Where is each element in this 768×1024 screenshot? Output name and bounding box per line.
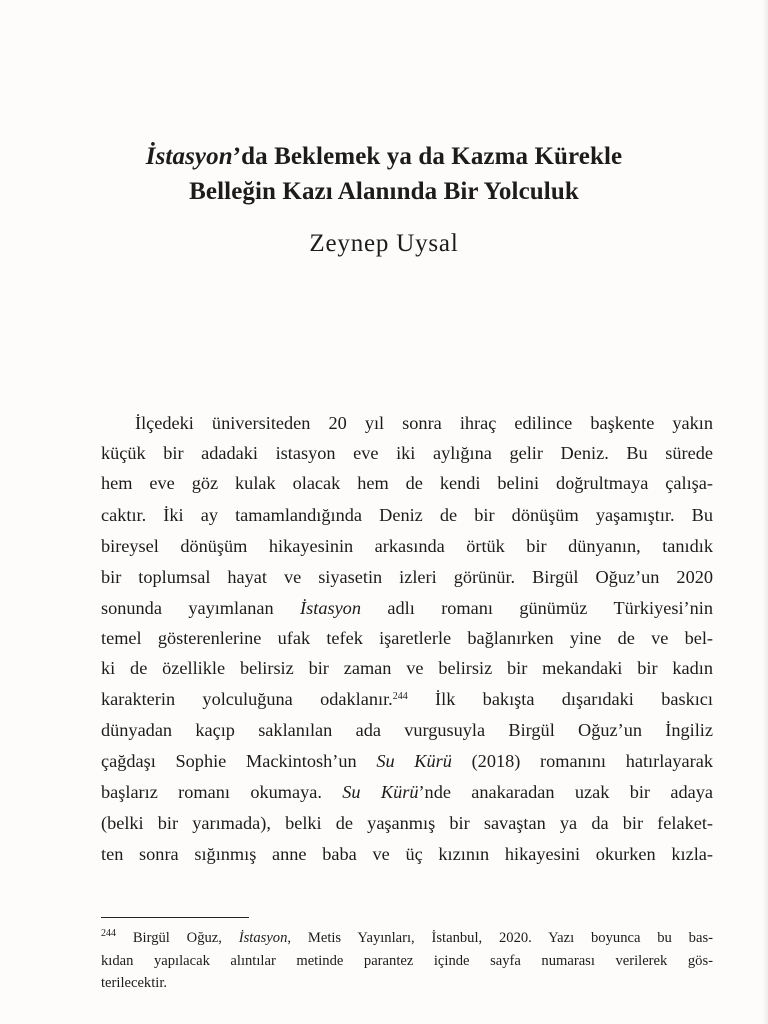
italic-work-title: İstasyon (238, 930, 288, 946)
footnote-reference: 244 (392, 691, 408, 702)
footnote-line-1-a: Birgül Oğuz, (116, 930, 239, 946)
italic-work-title: Su Kürü (376, 751, 452, 771)
body-line-10-a: karakterin yolculuğuna odaklanır. (101, 689, 393, 709)
author-name: Zeynep Uysal (309, 230, 459, 257)
italic-work-title: İstasyon (300, 598, 361, 618)
footnote-line-1-c: , Metis Yayınları, İstanbul, 2020. Yazı boyunca bu bas- (287, 930, 713, 946)
body-line-13-c: ’nde anakaradan uzak bir adaya (418, 782, 713, 802)
body-line-15: ten sonra sığınmış anne baba ve üç kızının hikayesini okurken kızla- (101, 844, 713, 864)
body-line-12 (101, 746, 713, 776)
footnote-number: 244 (101, 928, 116, 939)
body-line-10-b: İlk bakışta dışarıdaki baskıcı (407, 689, 713, 709)
body-line-11: dünyadan kaçıp saklanılan ada vurgusuyla Birgül Oğuz’un İngiliz (101, 720, 713, 740)
body-line-12-a: çağdaşı Sophie Mackintosh’un (101, 751, 377, 771)
body-line-10 (101, 684, 713, 714)
chapter-title-line-2: Belleğin Kazı Alanında Bir Yolculuk (189, 178, 579, 205)
footnote-line-3: terilecektir. (101, 975, 168, 991)
body-line-12-c: (2018) romanını hatırlayarak (451, 751, 713, 771)
body-line-7-a: sonunda yayımlanan (101, 598, 301, 618)
body-line-9: ki de özellikle belirsiz bir zaman ve belirsiz bir mekandaki bir kadın (101, 658, 713, 678)
title-line-1-rest: ’da Beklemek ya da Kazma Kürekle (232, 143, 623, 170)
footnote-line-1 (101, 927, 713, 950)
body-line-4: caktır. İki ay tamamlandığında Deniz de bir dönüşüm yaşamıştır. Bu (101, 505, 713, 525)
body-line-2: küçük bir adadaki istasyon eve iki aylığına gelir Deniz. Bu sürede (101, 443, 713, 463)
footnote-separator (101, 917, 249, 918)
body-line-6: bir toplumsal hayat ve siyasetin izleri görünür. Birgül Oğuz’un 2020 (101, 567, 713, 587)
body-line-1: İlçedeki üniversiteden 20 yıl sonra ihraç edilince başkente yakın (135, 413, 713, 433)
body-line-13-a: başlarız romanı okumaya. (101, 782, 343, 802)
body-line-13 (101, 777, 713, 807)
italic-work-title: Su Kürü (342, 782, 419, 802)
body-line-7-c: adlı romanı günümüz Türkiyesi’nin (360, 598, 713, 618)
body-line-5: bireysel dönüşüm hikayesinin arkasında örtük bir dünyanın, tanıdık (101, 536, 713, 556)
body-line-3: hem eve göz kulak olacak hem de kendi belini doğrultmaya çalışa- (101, 473, 713, 493)
footnote-line-2: kıdan yapılacak alıntılar metinde parantez içinde sayfa numarası verilerek gös- (101, 953, 713, 969)
body-line-7 (101, 593, 713, 623)
body-line-8: temel gösterenlerine ufak tefek işaretlerle bağlanırken yine de ve bel- (101, 628, 713, 648)
title-italic-work-name: İstasyon (145, 143, 233, 170)
chapter-title-line-1 (0, 140, 768, 174)
body-line-14: (belki bir yarımada), belki de yaşanmış bir savaştan ya da bir felaket- (101, 813, 713, 833)
